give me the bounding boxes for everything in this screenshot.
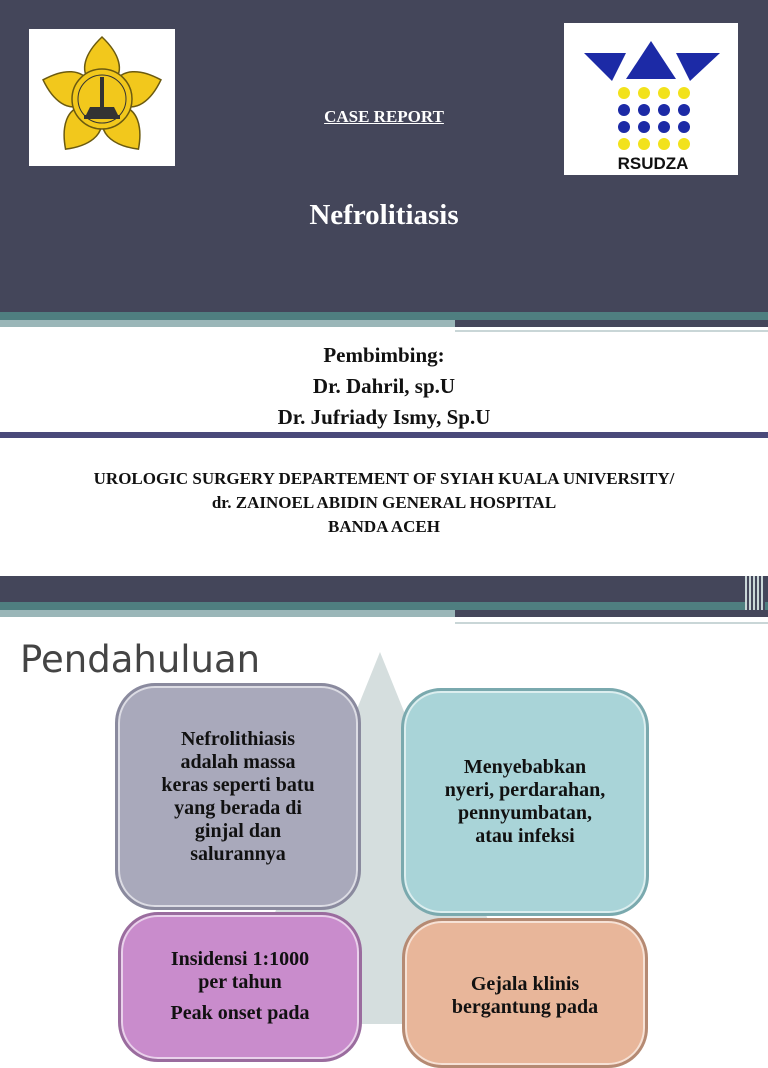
box3-line: Insidensi 1:1000	[170, 948, 310, 970]
slide2-stripe	[0, 602, 768, 610]
supervisors-block	[0, 340, 768, 433]
box2-line: Menyebabkan	[463, 756, 587, 778]
box4-line: bergantung pada	[451, 996, 599, 1018]
slide-title: Nefrolitiasis	[309, 199, 459, 231]
box3-line: per tahun	[198, 971, 282, 993]
department-line-1: UROLOGIC SURGERY DEPARTEMENT OF SYIAH KUALA UNIVERSITY/	[93, 469, 675, 488]
syiah-kuala-logo	[29, 29, 175, 166]
slide2-heading: Pendahuluan	[20, 638, 261, 681]
box2-line: pennyumbatan,	[458, 802, 592, 824]
slide2-thin-line	[455, 622, 768, 624]
supervisor-2: Dr. Jufriady Ismy, Sp.U	[277, 405, 491, 429]
box4-line: Gejala klinis	[470, 973, 580, 995]
box2-line: nyeri, perdarahan,	[444, 779, 606, 801]
box1-line: adalah massa	[180, 750, 296, 773]
slide2-stripe-accent	[455, 610, 768, 617]
rsudza-logo-text: RSUDZA	[617, 154, 689, 173]
box1-line: keras seperti batu	[161, 773, 315, 796]
header-thin-line	[455, 330, 768, 332]
box1-line: yang berada di	[174, 796, 302, 819]
header-stripe-accent	[455, 320, 768, 327]
slide2-corner-lines	[745, 576, 765, 610]
section-divider	[0, 432, 768, 438]
box1-line: Nefrolithiasis	[180, 727, 296, 750]
slide2-header	[0, 576, 768, 602]
department-line-2: dr. ZAINOEL ABIDIN GENERAL HOSPITAL	[211, 493, 557, 512]
box1-line: salurannya	[190, 842, 286, 865]
box1-line: ginjal dan	[194, 819, 282, 842]
info-box-definition	[115, 683, 361, 910]
info-box-incidence	[118, 912, 362, 1062]
rsudza-logo	[564, 23, 738, 175]
department-line-3: BANDA ACEH	[328, 517, 440, 536]
supervisors-label: Pembimbing:	[323, 343, 445, 367]
header-stripe	[0, 312, 768, 320]
box3-line: Peak onset pada	[170, 1002, 310, 1024]
case-report-label: CASE REPORT	[324, 107, 444, 126]
box2-line: atau infeksi	[475, 825, 575, 847]
department-block	[0, 467, 768, 539]
supervisor-1: Dr. Dahril, sp.U	[312, 374, 456, 398]
info-box-symptoms	[401, 688, 649, 916]
info-box-clinical	[402, 918, 648, 1068]
